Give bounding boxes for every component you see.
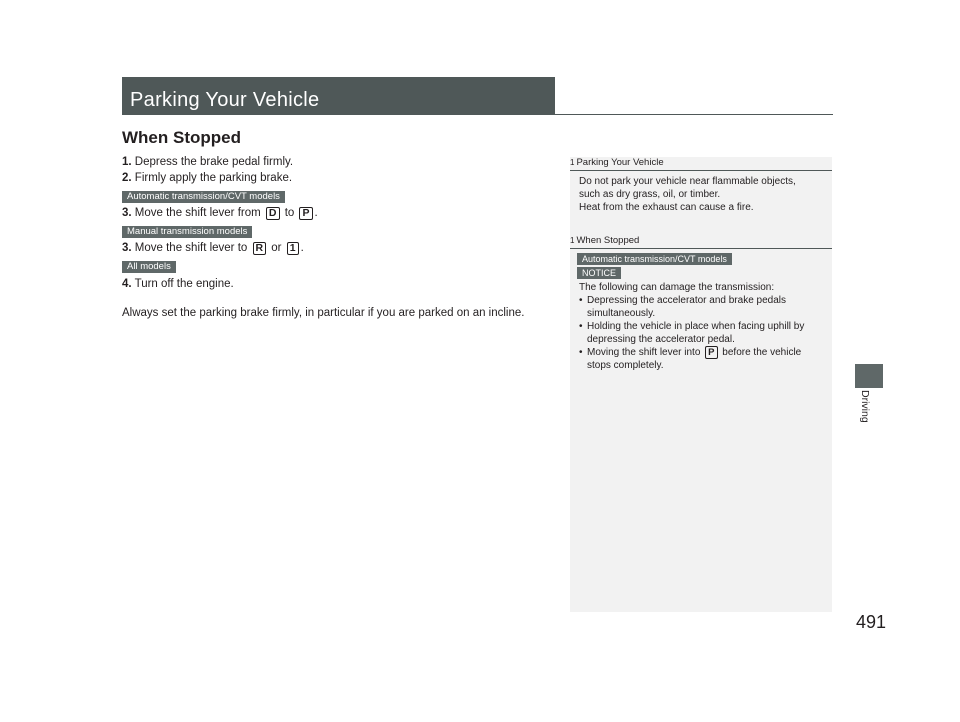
step-text: . — [314, 207, 318, 219]
list-item: • Holding the vehicle in place when facing uphill by depressing the accelerator pedal. — [579, 320, 804, 346]
step-text: Depress the brake pedal firmly. — [134, 156, 294, 168]
shift-key-d: D — [266, 207, 280, 220]
step-text: or — [268, 242, 285, 254]
damage-list — [579, 294, 804, 372]
chapter-tab — [855, 364, 883, 388]
shift-key-r: R — [253, 242, 267, 255]
shift-key-p: P — [299, 207, 312, 220]
sidebar-panel — [570, 157, 832, 612]
reference-marker-icon: 1 — [570, 158, 575, 167]
reference-marker-icon: 1 — [570, 236, 575, 245]
sidebar-text: such as dry grass, oil, or timber. — [579, 189, 721, 200]
step-number: 4. — [122, 278, 132, 290]
step-1 — [122, 155, 293, 170]
step-2 — [122, 171, 292, 186]
step-text: to — [281, 207, 298, 219]
step-text: Move the shift lever from — [134, 207, 264, 219]
sidebar-heading-parking: 1 Parking Your Vehicle — [570, 157, 832, 171]
title-rule — [555, 114, 833, 115]
page-number: 491 — [856, 612, 887, 632]
step-number: 1. — [122, 156, 132, 168]
sidebar-text: The following can damage the transmission: — [579, 282, 775, 293]
step-text: Turn off the engine. — [134, 278, 234, 290]
sidebar-text: Do not park your vehicle near flammable objects, — [579, 176, 796, 187]
incline-note: Always set the parking brake firmly, in particular if you are parked on an incline. — [122, 307, 525, 319]
shift-key-1: 1 — [287, 242, 299, 255]
step-3-automatic — [122, 206, 318, 221]
notice-badge: NOTICE — [577, 267, 621, 279]
step-4 — [122, 277, 234, 292]
page-title: Parking Your Vehicle — [122, 77, 555, 115]
model-tag-all: All models — [122, 261, 176, 273]
shift-key-p: P — [705, 346, 717, 359]
step-text: . — [300, 242, 304, 254]
chapter-tab-label: Driving — [859, 390, 871, 423]
list-item: • Depressing the accelerator and brake pedals simultaneously. — [579, 294, 804, 320]
step-text: Firmly apply the parking brake. — [134, 172, 293, 184]
sidebar-text: Heat from the exhaust can cause a fire. — [579, 202, 754, 213]
section-heading: When Stopped — [122, 128, 241, 147]
step-3-manual — [122, 241, 304, 256]
step-number: 3. — [122, 242, 132, 254]
model-tag-automatic: Automatic transmission/CVT models — [577, 253, 732, 265]
step-number: 3. — [122, 207, 132, 219]
sidebar-heading-when-stopped: 1 When Stopped — [570, 235, 832, 249]
list-item: • Moving the shift lever into P before the vehicle stops completely. — [579, 346, 804, 372]
model-tag-automatic: Automatic transmission/CVT models — [122, 191, 285, 203]
step-text: Move the shift lever to — [134, 242, 251, 254]
step-number: 2. — [122, 172, 132, 184]
model-tag-manual: Manual transmission models — [122, 226, 252, 238]
